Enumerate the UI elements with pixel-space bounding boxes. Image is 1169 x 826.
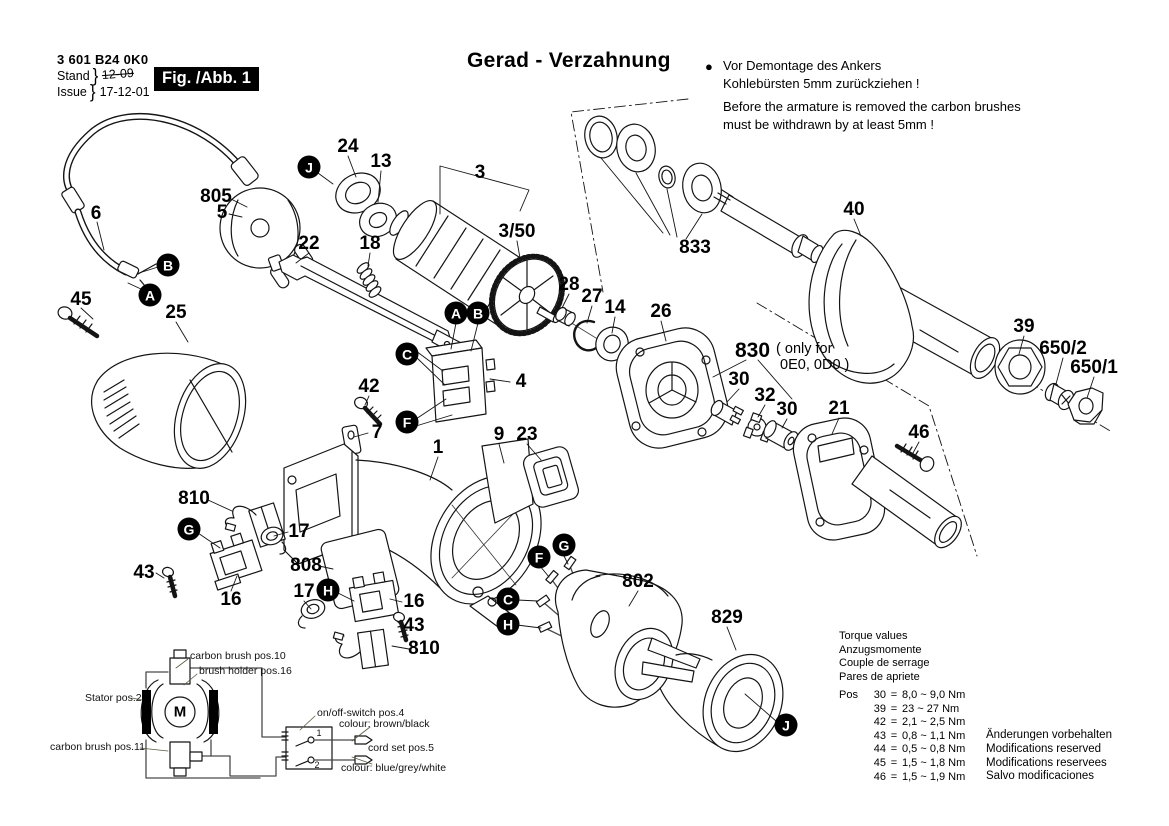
issue-label: Issue xyxy=(57,84,87,99)
old-date: 12-09 xyxy=(101,65,135,82)
schematic-label: colour: brown/black xyxy=(339,718,430,730)
torque-pos-number: 44 xyxy=(873,743,886,756)
torque-heading-line: Pares de apriete xyxy=(839,670,920,683)
callout-letter-badge: G xyxy=(553,534,576,557)
torque-value: 0,8 ~ 1,1 Nm xyxy=(902,729,966,742)
schematic-label: carbon brush pos.10 xyxy=(190,650,286,662)
part-number-label: 40 xyxy=(843,199,865,220)
warning-de-line2: Kohlebürsten 5mm zurückziehen ! xyxy=(723,75,920,91)
callout-letter-badge: F xyxy=(528,546,551,569)
torque-equals: = xyxy=(890,756,898,769)
callout-letter-badge: B xyxy=(157,254,180,277)
part-number-label: 17 xyxy=(293,581,315,602)
callout-letter-badge: B xyxy=(467,302,490,325)
torque-equals: = xyxy=(890,716,898,729)
part-number-label: 5 xyxy=(216,202,228,223)
torque-equals: = xyxy=(890,743,898,756)
torque-value: 23 ~ 27 Nm xyxy=(902,702,960,715)
part-number-label: 21 xyxy=(828,398,850,419)
switch-terminal-2: 2 xyxy=(314,760,320,770)
warning-en-line1: Before the armature is removed the carbon brushes xyxy=(723,99,1021,114)
callout-letter-badge: J xyxy=(298,156,321,179)
part-number-label: 30 xyxy=(776,399,798,420)
callout-letter-badge: A xyxy=(445,302,468,325)
part-number-label: 39 xyxy=(1013,316,1035,337)
part-number-label: 22 xyxy=(298,233,320,254)
brace-glyph: } xyxy=(89,80,96,102)
torque-equals: = xyxy=(890,702,898,715)
warning-de-line1: Vor Demontage des Ankers xyxy=(723,58,882,73)
modification-note-line: Modifications reserved xyxy=(986,742,1102,755)
part-number-label: 32 xyxy=(754,385,776,406)
part-number-label: 805 xyxy=(200,186,232,207)
stand-label: Stand xyxy=(57,68,90,83)
part-number-label: 43 xyxy=(133,562,155,583)
part-number-label: 45 xyxy=(70,289,92,310)
modification-note-line: Änderungen vorbehalten xyxy=(986,729,1112,741)
part-number-label: 27 xyxy=(581,286,603,307)
torque-value: 8,0 ~ 9,0 Nm xyxy=(902,689,966,701)
part-number-label: 30 xyxy=(728,369,750,390)
part-number-label: 42 xyxy=(358,376,380,397)
schematic-label: carbon brush pos.11 xyxy=(50,741,145,753)
part-number-label: 1 xyxy=(432,437,444,458)
part-number: 3 601 B24 0K0 xyxy=(57,52,149,67)
variant-note-line2: 0E0, 0D0 ) xyxy=(780,357,850,373)
part-number-label: 650/1 xyxy=(1070,357,1118,378)
part-number-label: 16 xyxy=(220,589,242,610)
callout-letter-badge: A xyxy=(139,284,162,307)
part-number-label: 833 xyxy=(679,237,711,258)
part-number-label: 13 xyxy=(370,151,392,172)
callout-letter-badge: C xyxy=(396,343,419,366)
part-number-label: 28 xyxy=(558,274,580,295)
modification-note-line: Salvo modificaciones xyxy=(986,770,1095,783)
torque-equals: = xyxy=(890,770,898,783)
torque-value: 1,5 ~ 1,8 Nm xyxy=(902,756,966,769)
page-title: Gerad - Verzahnung xyxy=(467,49,671,72)
part-number-label: 810 xyxy=(178,488,210,509)
warning-en-line2: must be withdrawn by at least 5mm ! xyxy=(723,116,934,132)
part-number-label: 3/50 xyxy=(498,221,536,242)
variant-part-number: 830 xyxy=(735,339,771,362)
part-number-label: 26 xyxy=(650,301,672,322)
part-number-label: 4 xyxy=(515,371,527,392)
part-number-label: 23 xyxy=(516,424,538,445)
motor-symbol: M xyxy=(173,703,187,721)
torque-pos-number: 30 xyxy=(873,689,886,701)
brace-glyph: } xyxy=(92,64,99,86)
torque-value: 2,1 ~ 2,5 Nm xyxy=(902,716,966,729)
variant-note-line1: ( only for xyxy=(776,341,833,357)
part-number-label: 24 xyxy=(337,136,359,157)
torque-pos-number: 42 xyxy=(873,716,886,729)
part-number-label: 829 xyxy=(711,607,743,628)
part-number-label: 14 xyxy=(604,297,626,318)
schematic-label: brush holder pos.16 xyxy=(199,665,292,677)
torque-heading-line: Torque values xyxy=(839,630,908,642)
part-number-label: 17 xyxy=(288,521,310,542)
callout-letter-badge: C xyxy=(497,588,520,611)
schematic-label: on/off-switch pos.4 xyxy=(317,707,405,719)
part-number-label: 9 xyxy=(493,424,505,445)
torque-heading-line: Couple de serrage xyxy=(839,657,930,669)
modification-note-line: Modifications reservees xyxy=(986,756,1107,769)
torque-pos-number: 43 xyxy=(873,729,886,742)
part-number-label: 7 xyxy=(371,422,383,443)
part-number-label: 808 xyxy=(290,555,322,576)
torque-equals: = xyxy=(890,689,898,701)
torque-value: 1,5 ~ 1,9 Nm xyxy=(902,770,966,783)
part-number-label: 802 xyxy=(622,571,654,592)
part-number-label: 16 xyxy=(403,591,425,612)
callout-letter-badge: G xyxy=(178,518,201,541)
callout-letter-badge: H xyxy=(497,613,520,636)
switch-terminal-1: 1 xyxy=(316,728,322,738)
part-number-label: 43 xyxy=(403,615,425,636)
torque-equals: = xyxy=(890,729,898,742)
figure-number-box: Fig. /Abb. 1 xyxy=(154,67,259,91)
part-number-label: 3 xyxy=(474,162,486,183)
torque-heading-line: Anzugsmomente xyxy=(839,643,922,656)
part-number-label: 6 xyxy=(90,203,102,224)
callout-letter-badge: J xyxy=(775,714,798,737)
callout-letter-badge: H xyxy=(317,579,340,602)
new-date: 17-12-01 xyxy=(99,84,150,99)
part-number-label: 18 xyxy=(359,233,381,254)
schematic-label: Stator pos.2 xyxy=(85,692,142,704)
torque-pos-number: 46 xyxy=(873,770,886,783)
schematic-label: colour: blue/grey/white xyxy=(341,762,447,774)
part-number-label: 25 xyxy=(165,302,187,323)
torque-pos-label: Pos xyxy=(839,689,858,701)
callout-letter-badge: F xyxy=(396,411,419,434)
torque-value: 0,5 ~ 0,8 Nm xyxy=(902,743,966,756)
part-number-label: 650/2 xyxy=(1039,338,1087,359)
schematic-label: cord set pos.5 xyxy=(368,742,434,754)
part-number-label: 810 xyxy=(408,638,440,659)
torque-pos-number: 39 xyxy=(873,702,886,715)
bullet-icon: ● xyxy=(705,59,713,74)
part-number-label: 46 xyxy=(908,422,930,443)
torque-pos-number: 45 xyxy=(873,756,886,769)
